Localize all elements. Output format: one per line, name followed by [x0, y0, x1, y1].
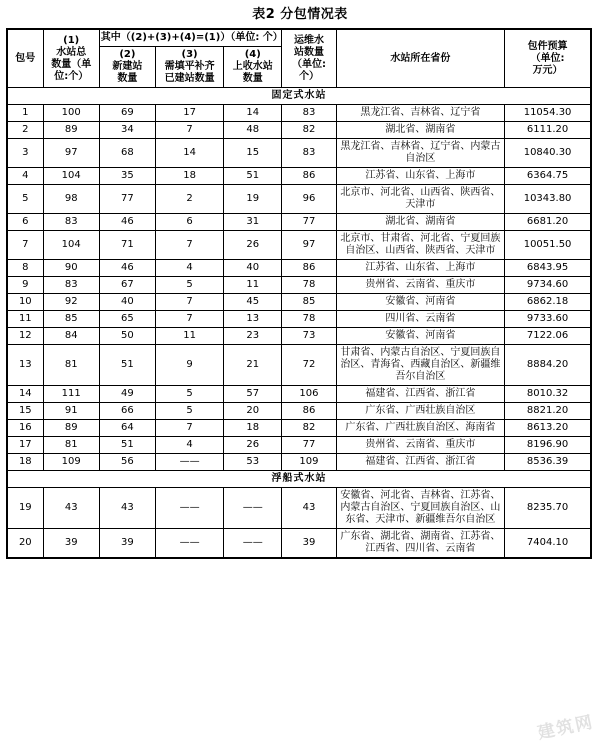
cell-om-stations: 86: [282, 260, 336, 277]
cell-collect-stations: 11: [224, 277, 282, 294]
cell-om-stations: 82: [282, 420, 336, 437]
cell-bao: 10: [7, 294, 43, 311]
cell-fill-stations: 18: [155, 168, 223, 185]
cell-budget: 7122.06: [505, 328, 591, 345]
cell-total-stations: 111: [43, 386, 99, 403]
cell-new-stations: 46: [99, 214, 155, 231]
cell-collect-stations: ——: [224, 529, 282, 559]
cell-new-stations: 35: [99, 168, 155, 185]
cell-collect-stations: 21: [224, 345, 282, 386]
header-new-line-1: (2): [119, 49, 136, 60]
cell-fill-stations: 6: [155, 214, 223, 231]
cell-collect-stations: ——: [224, 488, 282, 529]
cell-collect-stations: 40: [224, 260, 282, 277]
cell-province: 广东省、湖北省、湖南省、江苏省、江西省、四川省、云南省: [336, 529, 505, 559]
cell-total-stations: 109: [43, 454, 99, 471]
cell-province: 北京市、河北省、山西省、陕西省、天津市: [336, 185, 505, 214]
cell-budget: 6111.20: [505, 122, 591, 139]
cell-total-stations: 84: [43, 328, 99, 345]
cell-budget: 10343.80: [505, 185, 591, 214]
table-row: [7, 403, 591, 420]
cell-collect-stations: 26: [224, 437, 282, 454]
cell-budget: 10840.30: [505, 139, 591, 168]
cell-province: 湖北省、湖南省: [336, 214, 505, 231]
header-fill-stations: [155, 47, 223, 88]
cell-new-stations: 43: [99, 488, 155, 529]
cell-fill-stations: 7: [155, 420, 223, 437]
table-row: [7, 345, 591, 386]
cell-om-stations: 82: [282, 122, 336, 139]
cell-province: 安徽省、河南省: [336, 328, 505, 345]
cell-fill-stations: 4: [155, 437, 223, 454]
cell-new-stations: 34: [99, 122, 155, 139]
cell-collect-stations: 51: [224, 168, 282, 185]
cell-new-stations: 69: [99, 105, 155, 122]
cell-total-stations: 104: [43, 231, 99, 260]
cell-om-stations: 77: [282, 214, 336, 231]
cell-om-stations: 86: [282, 403, 336, 420]
cell-fill-stations: 9: [155, 345, 223, 386]
table-row: [7, 277, 591, 294]
header-new-stations: [99, 47, 155, 88]
header-om-line-2: 站数量: [293, 46, 324, 58]
cell-collect-stations: 19: [224, 185, 282, 214]
cell-province: 江苏省、山东省、上海市: [336, 260, 505, 277]
page-title: 表2 分包情况表: [252, 7, 348, 22]
cell-province: 黑龙江省、吉林省、辽宁省、内蒙古自治区: [336, 139, 505, 168]
header-fill-line-3: 已建站数量: [164, 73, 215, 84]
cell-province: 安徽省、河北省、吉林省、江苏省、内蒙古自治区、宁夏回族自治区、山东省、天津市、新疆维吾尔自治区: [336, 488, 505, 529]
cell-bao: 18: [7, 454, 43, 471]
cell-total-stations: 90: [43, 260, 99, 277]
header-fill-line-2: 需填平补齐: [164, 61, 215, 72]
cell-total-stations: 104: [43, 168, 99, 185]
cell-bao: 4: [7, 168, 43, 185]
cell-collect-stations: 57: [224, 386, 282, 403]
cell-om-stations: 85: [282, 294, 336, 311]
cell-province: 贵州省、云南省、重庆市: [336, 437, 505, 454]
table-row: [7, 529, 591, 559]
cell-bao: 2: [7, 122, 43, 139]
table-row: [7, 122, 591, 139]
cell-total-stations: 100: [43, 105, 99, 122]
cell-om-stations: 73: [282, 328, 336, 345]
cell-fill-stations: 11: [155, 328, 223, 345]
table-row: [7, 168, 591, 185]
cell-om-stations: 96: [282, 185, 336, 214]
header-collect-line-1: (4): [244, 49, 261, 60]
cell-province: 广东省、广西壮族自治区、海南省: [336, 420, 505, 437]
cell-budget: 10051.50: [505, 231, 591, 260]
table-row: [7, 311, 591, 328]
header-collect-stations: [224, 47, 282, 88]
cell-new-stations: 65: [99, 311, 155, 328]
cell-bao: 11: [7, 311, 43, 328]
cell-fill-stations: 5: [155, 403, 223, 420]
header-total-line-1: (1): [63, 34, 80, 46]
table-row: [7, 386, 591, 403]
header-row-main: [7, 29, 591, 47]
cell-total-stations: 83: [43, 214, 99, 231]
cell-bao: 15: [7, 403, 43, 420]
cell-new-stations: 71: [99, 231, 155, 260]
cell-province: 黑龙江省、吉林省、辽宁省: [336, 105, 505, 122]
cell-total-stations: 83: [43, 277, 99, 294]
header-new-line-2: 新建站: [112, 61, 143, 72]
cell-om-stations: 78: [282, 311, 336, 328]
section-header-row: [7, 88, 591, 105]
subcontract-table: [6, 28, 592, 559]
table-row: [7, 139, 591, 168]
cell-new-stations: 50: [99, 328, 155, 345]
cell-om-stations: 97: [282, 231, 336, 260]
cell-total-stations: 81: [43, 345, 99, 386]
cell-fill-stations: ——: [155, 529, 223, 559]
cell-fill-stations: 2: [155, 185, 223, 214]
header-group-breakdown: 其中（(2)+(3)+(4)=(1)）（单位: 个）: [99, 29, 282, 47]
cell-province: 福建省、江西省、浙江省: [336, 386, 505, 403]
cell-new-stations: 56: [99, 454, 155, 471]
cell-bao: 9: [7, 277, 43, 294]
table-row: [7, 437, 591, 454]
header-om-line-3: （单位:: [291, 58, 326, 70]
cell-budget: 11054.30: [505, 105, 591, 122]
cell-total-stations: 89: [43, 420, 99, 437]
cell-bao: 8: [7, 260, 43, 277]
cell-budget: 9734.60: [505, 277, 591, 294]
table-body: [7, 88, 591, 559]
header-budget-line-2: （单位:: [530, 52, 565, 64]
cell-fill-stations: 7: [155, 294, 223, 311]
section-title: 固定式水站: [7, 88, 591, 105]
cell-new-stations: 51: [99, 345, 155, 386]
table-row: [7, 420, 591, 437]
cell-province: 安徽省、河南省: [336, 294, 505, 311]
header-budget: [505, 29, 591, 88]
watermark-text: 建筑网: [536, 712, 596, 744]
cell-bao: 20: [7, 529, 43, 559]
header-total-line-4: 位:个）: [54, 70, 89, 82]
cell-budget: 6681.20: [505, 214, 591, 231]
cell-new-stations: 67: [99, 277, 155, 294]
cell-fill-stations: ——: [155, 454, 223, 471]
cell-fill-stations: ——: [155, 488, 223, 529]
cell-budget: 7404.10: [505, 529, 591, 559]
table-header: [7, 29, 591, 88]
table-row: [7, 454, 591, 471]
cell-bao: 19: [7, 488, 43, 529]
cell-new-stations: 64: [99, 420, 155, 437]
header-total-stations: [43, 29, 99, 88]
cell-om-stations: 78: [282, 277, 336, 294]
cell-bao: 7: [7, 231, 43, 260]
cell-bao: 17: [7, 437, 43, 454]
cell-fill-stations: 5: [155, 277, 223, 294]
table-row: [7, 328, 591, 345]
cell-collect-stations: 20: [224, 403, 282, 420]
cell-total-stations: 43: [43, 488, 99, 529]
cell-collect-stations: 23: [224, 328, 282, 345]
cell-collect-stations: 18: [224, 420, 282, 437]
cell-collect-stations: 14: [224, 105, 282, 122]
cell-budget: 8884.20: [505, 345, 591, 386]
cell-om-stations: 72: [282, 345, 336, 386]
cell-budget: 9733.60: [505, 311, 591, 328]
cell-province: 甘肃省、内蒙古自治区、宁夏回族自治区、青海省、西藏自治区、新疆维吾尔自治区: [336, 345, 505, 386]
cell-om-stations: 83: [282, 105, 336, 122]
cell-collect-stations: 48: [224, 122, 282, 139]
cell-province: 贵州省、云南省、重庆市: [336, 277, 505, 294]
cell-collect-stations: 45: [224, 294, 282, 311]
cell-total-stations: 81: [43, 437, 99, 454]
cell-fill-stations: 14: [155, 139, 223, 168]
header-bao: 包号: [7, 29, 43, 88]
header-fill-line-1: (3): [181, 49, 198, 60]
cell-bao: 3: [7, 139, 43, 168]
cell-new-stations: 40: [99, 294, 155, 311]
header-om-line-4: 个）: [298, 70, 319, 82]
cell-total-stations: 91: [43, 403, 99, 420]
cell-new-stations: 51: [99, 437, 155, 454]
cell-budget: 6364.75: [505, 168, 591, 185]
cell-new-stations: 68: [99, 139, 155, 168]
cell-total-stations: 98: [43, 185, 99, 214]
cell-fill-stations: 17: [155, 105, 223, 122]
table-row: [7, 260, 591, 277]
cell-fill-stations: 7: [155, 122, 223, 139]
cell-new-stations: 49: [99, 386, 155, 403]
header-new-line-3: 数量: [117, 73, 138, 84]
cell-om-stations: 106: [282, 386, 336, 403]
header-total-line-3: 数量（单: [51, 58, 92, 70]
cell-bao: 16: [7, 420, 43, 437]
cell-budget: 8235.70: [505, 488, 591, 529]
cell-province: 江苏省、山东省、上海市: [336, 168, 505, 185]
cell-province: 湖北省、湖南省: [336, 122, 505, 139]
cell-om-stations: 39: [282, 529, 336, 559]
header-collect-line-3: 数量: [242, 73, 263, 84]
cell-budget: 8613.20: [505, 420, 591, 437]
table-row: [7, 231, 591, 260]
cell-om-stations: 86: [282, 168, 336, 185]
section-title: 浮船式水站: [7, 471, 591, 488]
cell-om-stations: 77: [282, 437, 336, 454]
cell-province: 广东省、广西壮族自治区: [336, 403, 505, 420]
table-row: [7, 488, 591, 529]
cell-budget: 6843.95: [505, 260, 591, 277]
header-budget-line-3: 万元）: [532, 64, 563, 76]
cell-collect-stations: 31: [224, 214, 282, 231]
cell-fill-stations: 7: [155, 311, 223, 328]
cell-province: 四川省、云南省: [336, 311, 505, 328]
cell-budget: 8821.20: [505, 403, 591, 420]
cell-bao: 6: [7, 214, 43, 231]
table-row: [7, 214, 591, 231]
cell-fill-stations: 4: [155, 260, 223, 277]
header-collect-line-2: 上收水站: [232, 61, 273, 72]
cell-total-stations: 89: [43, 122, 99, 139]
cell-bao: 12: [7, 328, 43, 345]
cell-bao: 5: [7, 185, 43, 214]
cell-budget: 8010.32: [505, 386, 591, 403]
cell-budget: 6862.18: [505, 294, 591, 311]
cell-province: 北京市、甘肃省、河北省、宁夏回族自治区、山西省、陕西省、天津市: [336, 231, 505, 260]
header-budget-line-1: 包件预算: [527, 40, 568, 52]
cell-bao: 1: [7, 105, 43, 122]
cell-new-stations: 46: [99, 260, 155, 277]
table-row: [7, 185, 591, 214]
header-total-line-2: 水站总: [56, 46, 87, 58]
cell-total-stations: 97: [43, 139, 99, 168]
cell-province: 福建省、江西省、浙江省: [336, 454, 505, 471]
cell-collect-stations: 53: [224, 454, 282, 471]
section-header-row: [7, 471, 591, 488]
cell-new-stations: 77: [99, 185, 155, 214]
cell-collect-stations: 15: [224, 139, 282, 168]
header-om-line-1: 运维水: [293, 34, 324, 46]
header-om-stations: [282, 29, 336, 88]
cell-total-stations: 85: [43, 311, 99, 328]
cell-fill-stations: 5: [155, 386, 223, 403]
cell-bao: 14: [7, 386, 43, 403]
cell-fill-stations: 7: [155, 231, 223, 260]
cell-budget: 8196.90: [505, 437, 591, 454]
cell-total-stations: 92: [43, 294, 99, 311]
cell-collect-stations: 26: [224, 231, 282, 260]
table-row: [7, 105, 591, 122]
cell-bao: 13: [7, 345, 43, 386]
cell-budget: 8536.39: [505, 454, 591, 471]
header-province: 水站所在省份: [336, 29, 505, 88]
cell-collect-stations: 13: [224, 311, 282, 328]
cell-new-stations: 39: [99, 529, 155, 559]
cell-om-stations: 43: [282, 488, 336, 529]
cell-new-stations: 66: [99, 403, 155, 420]
cell-om-stations: 109: [282, 454, 336, 471]
table-row: [7, 294, 591, 311]
cell-om-stations: 83: [282, 139, 336, 168]
cell-total-stations: 39: [43, 529, 99, 559]
